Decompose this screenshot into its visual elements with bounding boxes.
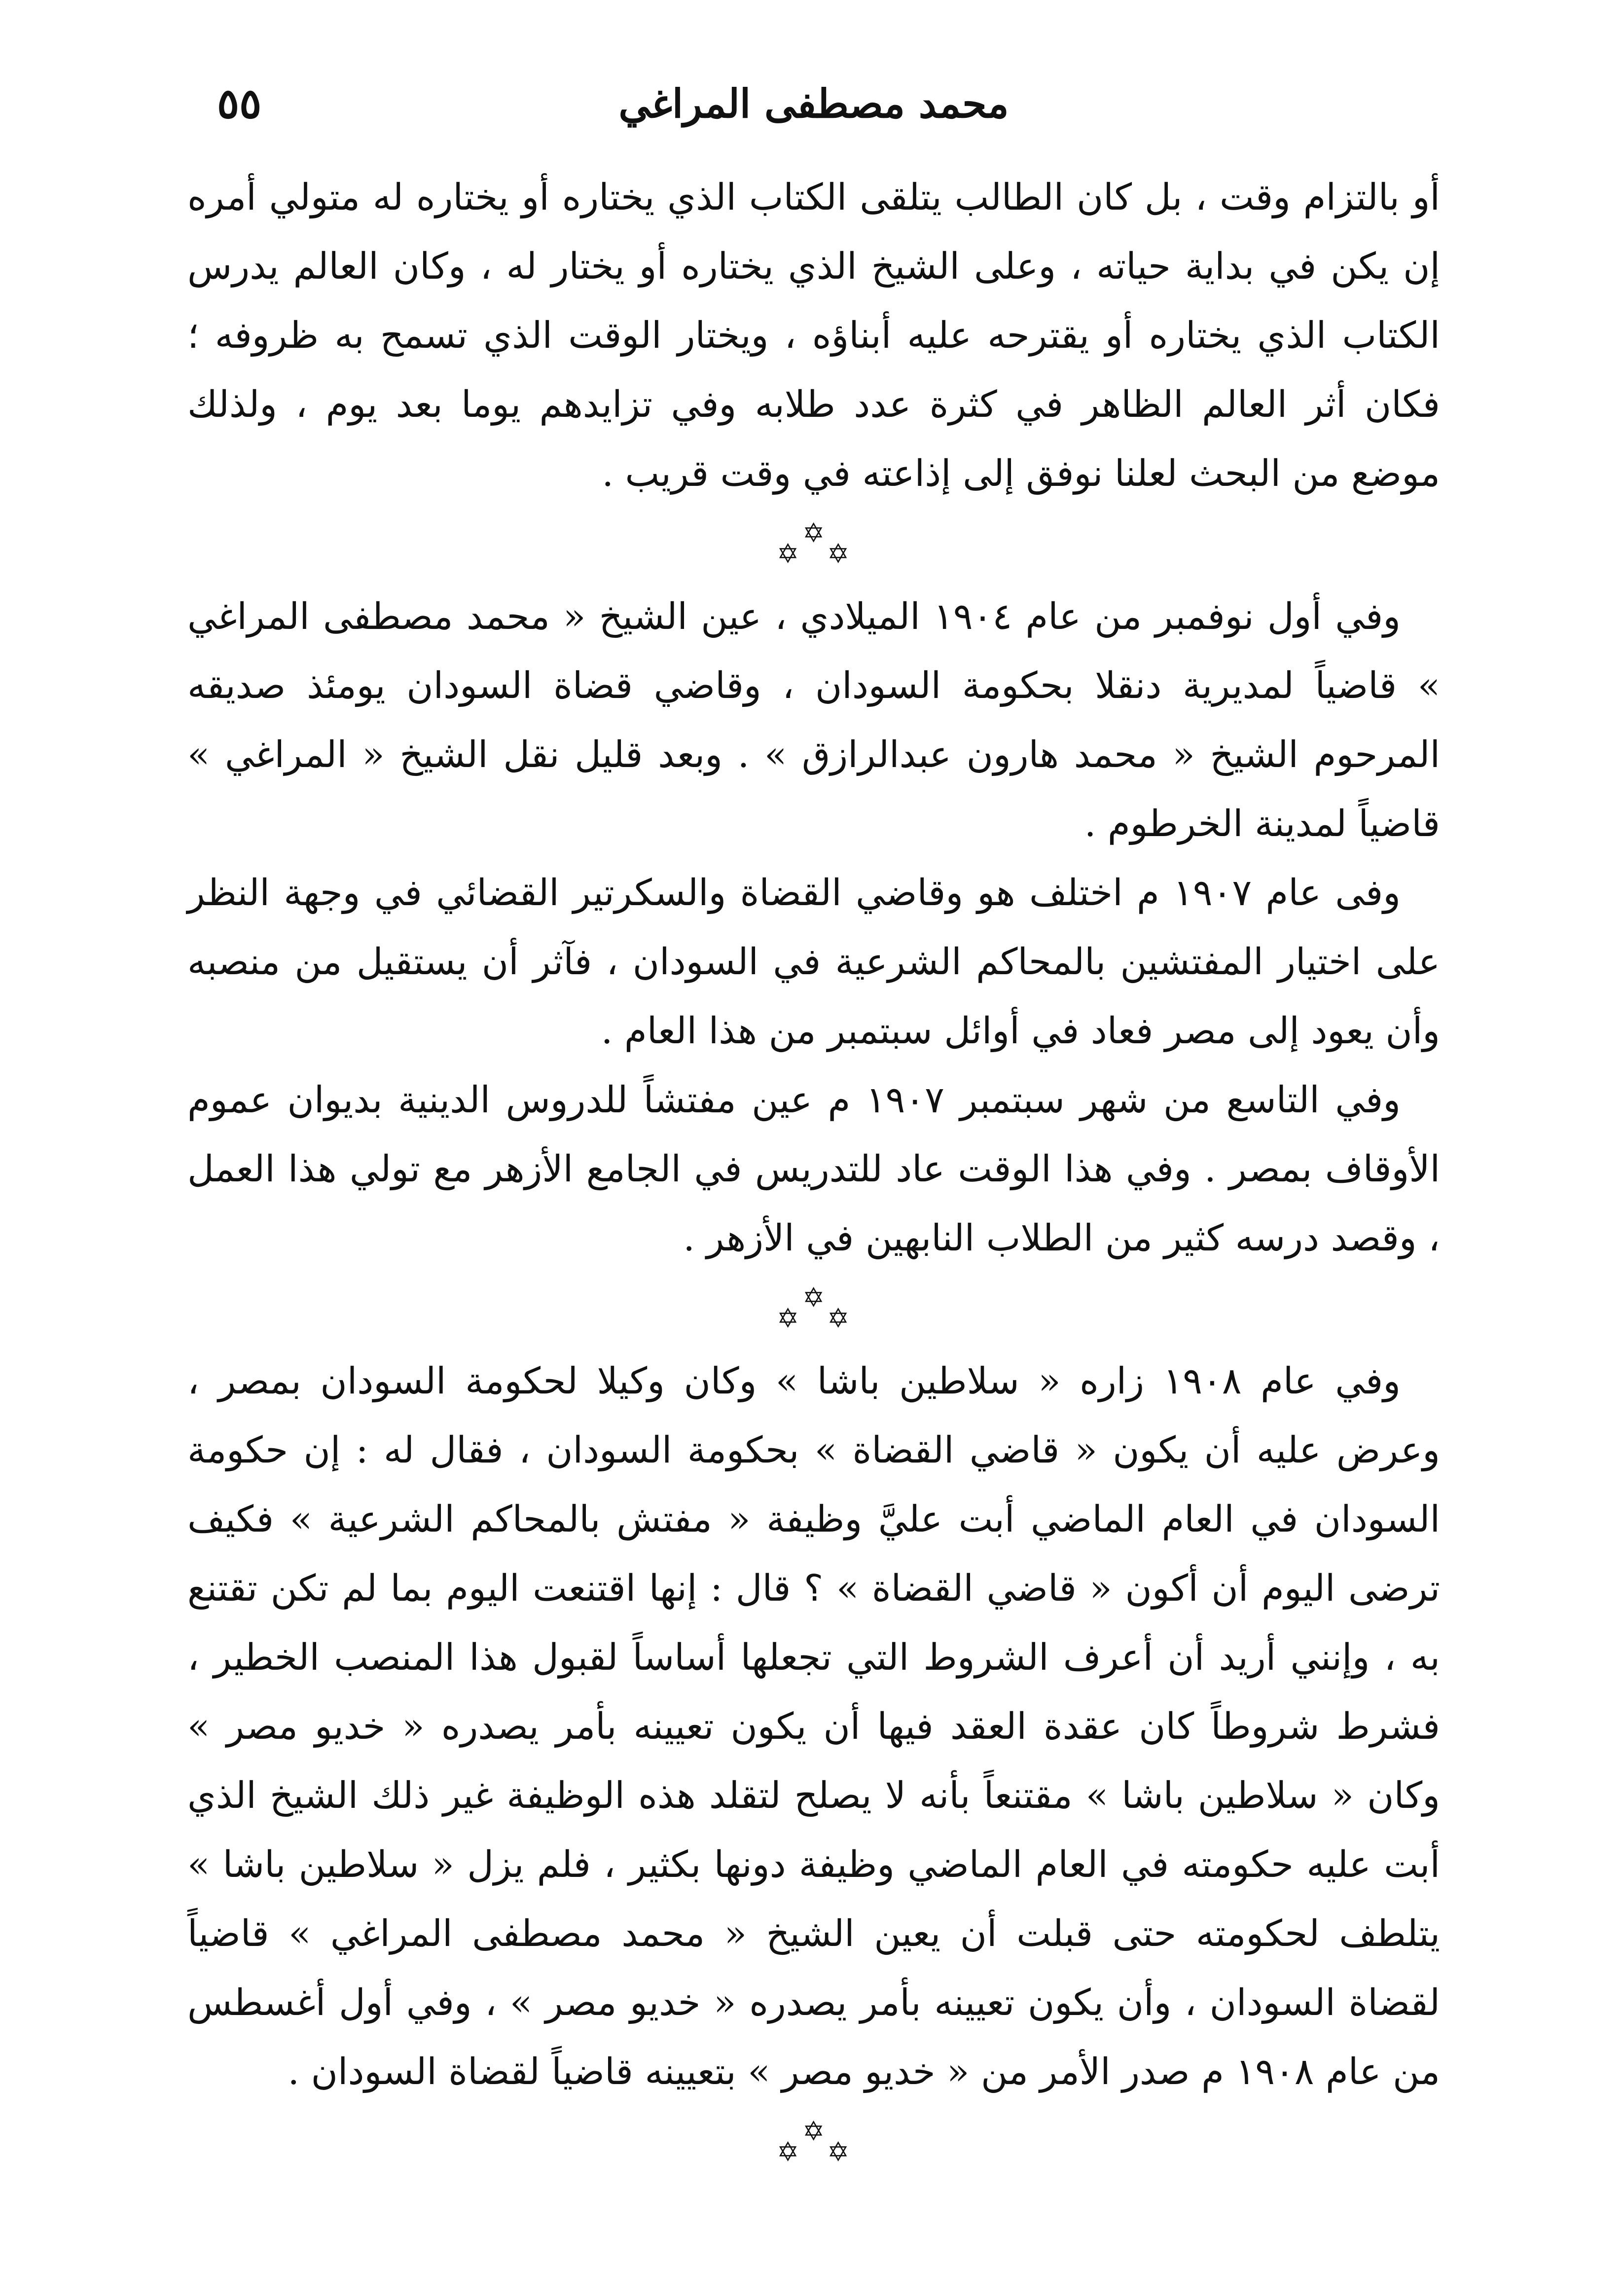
paragraph-resignation-1907: وفى عام ١٩٠٧ م اختلف هو وقاضي القضاة والسكرتير القضائي في وجهة النظر على اختيار المفتشين بالمحاكم الشرعية في السودان ، فآثر أن يستقيل من منصبه وأن يعود إلى مصر فعاد في أوائل سبتمبر من هذا العام .: [187, 872, 1440, 1052]
paragraph-chief-judge-1908: وفي عام ١٩٠٨ زاره « سلاطين باشا » وكان وكيلا لحكومة السودان بمصر ، وعرض عليه أن يكون « قاضي القضاة » بحكومة السودان ، فقال له : إن حكومة السودان في العام الماضي أبت عليَّ وظيفة « مفتش بالمحاكم الشرعية » فكيف ترضى اليوم أن أكون « قاضي القضاة » ؟ قال : إنها اقتنعت اليوم بما لم تكن تقتنع به ، وإنني أريد أن أعرف الشروط التي تجعلها أساساً لقبول هذا المنصب الخطير ، فشرط شروطاً كان عقدة العقد فيها أن يكون تعيينه بأمر يصدره « خديو مصر » وكان « سلاطين باشا » مقتنعاً بأنه لا يصلح لتقلد هذه الوظيفة غير ذلك الشيخ الذي أبت عليه حكومته في العام الماضي وظيفة دونها بكثير ، فلم يزل « سلاطين باشا » يتلطف لحكومته حتى قبلت أن يعين الشيخ « محمد مصطفى المراغي » قاضياً لقضاة السودان ، وأن يكون تعيينه بأمر يصدره « خديو مصر » ، وفي أول أغسطس من عام ١٩٠٨ م صدر الأمر من « خديو مصر » بتعيينه قاضياً لقضاة السودان .: [187, 1360, 1440, 2093]
page-number: ٥٥: [217, 79, 262, 128]
paragraph-inspector-1907: وفي التاسع من شهر سبتمبر ١٩٠٧ م عين مفتشاً للدروس الدينية بديوان عموم الأوقاف بمصر . وفي هذا الوقت عاد للتدريس في الجامع الأزهر مع تولي هذا العمل ، وقصد درسه كثير من الطلاب النابهين في الأزهر .: [187, 1079, 1440, 1259]
section-separator-3: [187, 2106, 1440, 2180]
three-stars-icon: ✡ ✡ ✡: [777, 1282, 855, 1334]
three-stars-icon: ✡ ✡ ✡: [777, 2116, 855, 2167]
paragraph-continued: أو بالتزام وقت ، بل كان الطالب يتلقى الكتاب الذي يختاره أو يختاره له متولي أمره إن يكن في بداية حياته ، وعلى الشيخ الذي يختاره أو يختار له ، وكان العالم يدرس الكتاب الذي يختاره أو يقترحه عليه أبناؤه ، ويختار الوقت الذي تسمح به ظروفه ؛ فكان أثر العالم الظاهر في كثرة عدد طلابه وفي تزايدهم يوما بعد يوم ، ولذلك موضع من البحث لعلنا نوفق إلى إذاعته في وقت قريب .: [187, 176, 1440, 495]
section-separator-2: [187, 1273, 1440, 1347]
paragraph-appointment-1904: وفي أول نوفمبر من عام ١٩٠٤ الميلادي ، عين الشيخ « محمد مصطفى المراغي » قاضياً لمديرية دنقلا بحكومة السودان ، وقاضي قضاة السودان يومئذ صديقه المرحوم الشيخ « محمد هارون عبدالرازق » . وبعد قليل نقل الشيخ « المراغي » قاضياً لمدينة الخرطوم .: [187, 595, 1440, 845]
book-page: [187, 74, 1440, 2235]
page-header: [187, 74, 1440, 163]
section-separator-1: [187, 508, 1440, 582]
page-body: [187, 163, 1440, 2180]
running-title: محمد مصطفى المراغي: [618, 80, 1009, 127]
three-stars-icon: ✡ ✡ ✡: [777, 517, 855, 569]
